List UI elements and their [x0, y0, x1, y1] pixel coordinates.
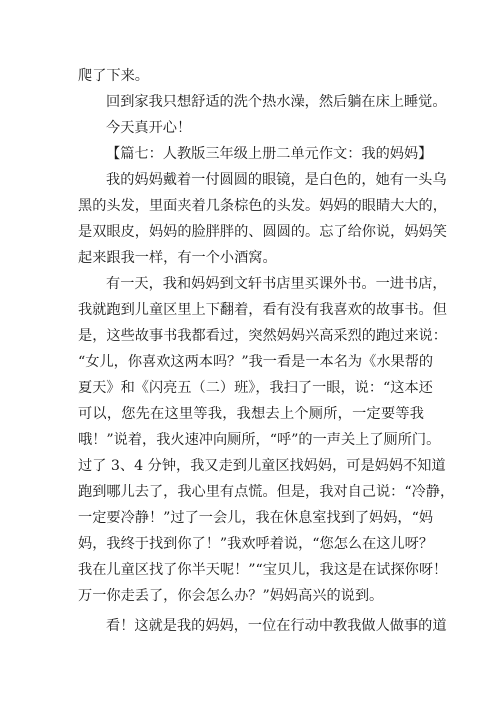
text-line: 是双眼皮，妈妈的脸胖胖的、圆圆的。忘了给你说，妈妈笑 [78, 224, 447, 240]
text-line: 起来跟我一样，有一个小酒窝。 [78, 250, 277, 266]
text-line: 夏天》和《闪亮五（二）班》，我扫了一眼，说：“这本还 [78, 380, 433, 396]
text-line: 妈，我终于找到你了！”我欢呼着说，“您怎么在这儿呀？ [78, 536, 434, 552]
text-line: 哦！”说着，我火速冲向厕所，“呼”的一声关上了厕所门。 [78, 432, 441, 448]
text-line: 跑到哪儿去了，我心里有点慌。但是，我对自己说：“冷静， [78, 484, 455, 500]
text-line: 看！这就是我的妈妈，一位在行动中教我做人做事的道 [106, 618, 447, 634]
text-line: 我的妈妈戴着一付圆圆的眼镜，是白色的，她有一头乌 [106, 172, 447, 188]
text-line: 有一天，我和妈妈到文轩书店里买课外书。一进书店， [106, 276, 447, 292]
text-line: 过了 3、4 分钟，我又走到儿童区找妈妈，可是妈妈不知道 [78, 458, 446, 474]
text-line: 一定要冷静！”过了一会儿，我在休息室找到了妈妈，“妈 [78, 510, 434, 526]
text-line: 爬了下来。 [78, 68, 149, 84]
text-line: 万一你走丢了，你会怎么办？”妈妈高兴的说到。 [78, 588, 384, 604]
text-line: 今天真开心！ [106, 120, 192, 136]
text-line: 回到家我只想舒适的洗个热水澡，然后躺在床上睡觉。 [106, 94, 447, 110]
text-line: “女儿，你喜欢这两本吗？”我一看是一本名为《水果帮的 [78, 354, 434, 370]
text-line: 是，这些故事书我都看过，突然妈妈兴高采烈的跑过来说： [78, 328, 447, 344]
text-line: 我就跑到儿童区里上下翻着，看有没有我喜欢的故事书。但 [78, 302, 447, 318]
text-line: 黑的头发，里面夹着几条棕色的头发。妈妈的眼睛大大的， [78, 198, 447, 214]
section-heading: 【篇七：人教版三年级上册二单元作文：我的妈妈】 [106, 146, 433, 162]
text-line: 我在儿童区找了你半天呢！”“宝贝儿，我这是在试探你呀！ [78, 562, 448, 578]
text-line: 可以，您先在这里等我，我想去上个厕所，一定要等我 [78, 406, 424, 422]
